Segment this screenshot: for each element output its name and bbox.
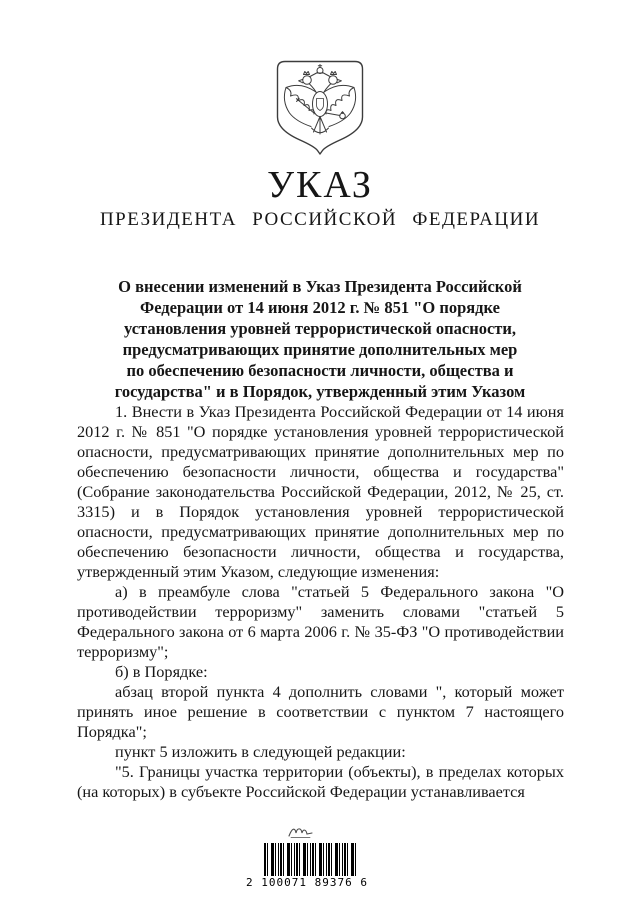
decree-paragraph: пункт 5 изложить в следующей редакции: [115,742,406,761]
decree-heading: УКАЗ [267,164,373,206]
decree-title-line: по обеспечению безопасности личности, общества и [126,361,514,380]
decree-paragraph: а) в преамбуле слова "статьей 5 Федерального закона "О противодействии терроризму" заменить словами "статьей 5 Федерального закона от 6 марта 2006 г. № 35-ФЗ "О противодействии терроризму"; [77,582,564,661]
decree-subheading: ПРЕЗИДЕНТА РОССИЙСКОЙ ФЕДЕРАЦИИ [99,209,541,230]
decree-paragraph: "5. Границы участка территории (объекты), в пределах которых (на которых) в субъекте Российской Федерации устанавливается [77,762,564,801]
decree-title-line: установления уровней террористической опасности, [123,319,517,338]
decree-title-line: предусматривающих принятие дополнительных мер [122,340,518,359]
signature-squiggle-icon [287,825,315,841]
decree-paragraph: абзац второй пункта 4 дополнить словами ", который может принять иное решение в соответствии с пунктом 7 настоящего Порядка"; [77,682,564,741]
barcode-digits: 2 100071 89376 6 [246,876,368,889]
decree-paragraph: 1. Внести в Указ Президента Российской Федерации от 14 июня 2012 г. № 851 "О порядке установления уровней террористической опасности, предусматривающих принятие дополнительных мер по обеспечению безопасности личности, общества и государства" (Собрание законодательства Российской Федерации, 2012, № 25, ст. 3315) и в Порядок установления уровней террористической опасности, предусматривающих принятие дополнительных мер по обеспечению безопасности личности, общества и государства, утвержденный этим Указом, следующие изменения: [77,402,564,581]
decree-body [77,402,564,802]
decree-title [70,276,570,402]
russian-coat-of-arms-icon [276,60,364,158]
decree-title-line: О внесении изменений в Указ Президента Российской [118,277,522,296]
decree-title-line: Федерации от 14 июня 2012 г. № 851 "О порядке [140,298,500,317]
decree-paragraph: б) в Порядке: [115,662,208,681]
decree-title-line: государства" и в Порядок, утвержденный этим Указом [114,382,526,401]
barcode-bars [264,843,358,876]
